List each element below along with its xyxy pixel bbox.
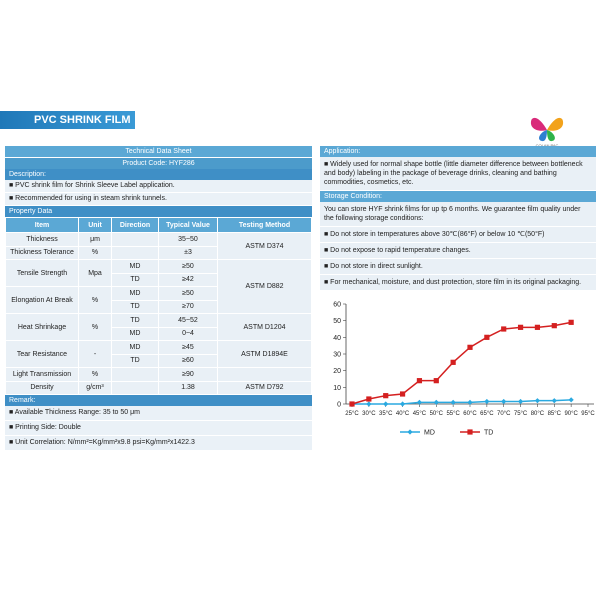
data-point-td — [366, 396, 371, 401]
table-row — [6, 368, 312, 382]
cell-direction — [112, 233, 159, 247]
cell-direction — [112, 381, 159, 395]
data-point-md — [366, 401, 371, 406]
x-tick-label: 55°C — [446, 411, 460, 417]
data-point-td — [467, 345, 472, 350]
cell-method — [218, 368, 312, 382]
x-tick-label: 60°C — [463, 411, 477, 417]
series-line-td — [352, 322, 571, 404]
data-point-td — [552, 323, 557, 328]
storage-line: ■ Do not expose to rapid temperature changes. — [320, 243, 596, 258]
data-point-td — [434, 378, 439, 383]
legend-label: TD — [484, 429, 494, 437]
x-tick-label: 35°C — [379, 411, 393, 417]
table-row — [6, 233, 312, 247]
cell-method: ASTM D1204 — [218, 314, 312, 341]
y-tick-label: 30 — [333, 351, 341, 359]
description-heading: Description: — [5, 169, 312, 180]
cell-value: ≥90 — [159, 368, 218, 382]
cell-value: 35~50 — [159, 233, 218, 247]
cell-value: ±3 — [159, 246, 218, 260]
cell-item: Heat Shrinkage — [6, 314, 79, 341]
data-point-td — [484, 335, 489, 340]
data-point-md — [501, 399, 506, 404]
cell-direction — [112, 368, 159, 382]
storage-line: ■ Do not store in temperatures above 30℃(86°F) or below 10 ℃(50°F) — [320, 227, 596, 242]
brand-logo — [528, 110, 566, 146]
cell-method: ASTM D1894E — [218, 341, 312, 368]
property-heading: Property Data — [5, 206, 312, 217]
remark-line: ■ Unit Correlation: N/mm²=Kg/mm²x9.8 psi=Kg/mm²x1422.3 — [5, 436, 312, 451]
cell-value: ≥50 — [159, 287, 218, 301]
remark-line: ■ Available Thickness Range: 35 to 50 μm — [5, 406, 312, 421]
data-point-md — [552, 398, 557, 403]
data-point-md — [569, 397, 574, 402]
x-tick-label: 50°C — [429, 411, 443, 417]
storage-line: ■ Do not store in direct sunlight. — [320, 259, 596, 274]
page-banner: PVC SHRINK FILM — [0, 111, 135, 129]
legend-marker — [467, 429, 472, 434]
x-tick-label: 90°C — [564, 411, 578, 417]
cell-item: Thickness Tolerance — [6, 246, 79, 260]
storage-line: ■ For mechanical, moisture, and dust protection, store film in its original packaging. — [320, 275, 596, 290]
data-sheet-right — [320, 146, 596, 291]
x-tick-label: 75°C — [513, 411, 528, 417]
data-point-td — [518, 325, 523, 330]
property-table — [5, 217, 312, 395]
x-tick-label: 70°C — [497, 411, 511, 417]
cell-unit: g/cm³ — [79, 381, 112, 395]
cell-unit: % — [79, 368, 112, 382]
cell-direction: MD — [112, 287, 159, 301]
cell-item: Tear Resistance — [6, 341, 79, 368]
cell-value: ≥70 — [159, 300, 218, 314]
table-row — [6, 314, 312, 328]
col-typical-value: Typical Value — [159, 218, 218, 233]
cell-unit: Mpa — [79, 260, 112, 287]
cell-direction: TD — [112, 314, 159, 328]
cell-unit: μm — [79, 233, 112, 247]
cell-value: 1.38 — [159, 381, 218, 395]
data-point-td — [501, 326, 506, 331]
sheet-title: Technical Data Sheet — [5, 146, 312, 157]
remark-line: ■ Printing Side: Double — [5, 421, 312, 436]
cell-unit: % — [79, 314, 112, 341]
x-tick-label: 85°C — [547, 411, 561, 417]
legend-label: MD — [424, 429, 435, 437]
cell-item: Density — [6, 381, 79, 395]
col-testing-method: Testing Method — [218, 218, 312, 233]
cell-direction — [112, 246, 159, 260]
cell-value: ≥42 — [159, 273, 218, 287]
data-point-md — [383, 401, 388, 406]
product-code: Product Code: HYF286 — [5, 157, 312, 169]
x-tick-label: 80°C — [530, 411, 545, 417]
data-point-td — [569, 320, 574, 325]
data-point-td — [451, 360, 456, 365]
cell-value: 45~52 — [159, 314, 218, 328]
table-row — [6, 381, 312, 395]
data-point-td — [400, 391, 405, 396]
data-point-td — [417, 378, 422, 383]
cell-value: ≥60 — [159, 354, 218, 368]
cell-item: Elongation At Break — [6, 287, 79, 314]
cell-value: ≥50 — [159, 260, 218, 274]
data-sheet-left — [5, 146, 312, 451]
cell-value: ≥45 — [159, 341, 218, 355]
data-point-td — [535, 325, 540, 330]
data-point-td — [383, 393, 388, 398]
y-tick-label: 40 — [333, 334, 341, 342]
x-tick-label: 25°C — [345, 411, 359, 417]
description-line: ■ Recommended for using in steam shrink tunnels. — [5, 193, 312, 206]
cell-direction: TD — [112, 300, 159, 314]
cell-method: ASTM D882 — [218, 260, 312, 314]
storage-heading: Storage Condition: — [320, 191, 596, 202]
application-text: ■ Widely used for normal shape bottle (little diameter difference between bottleneck and body) labeling in the package of beverage drinks, cleaning and bathing commodities, cosmetics, etc. — [320, 157, 596, 190]
data-point-td — [349, 401, 354, 406]
cell-direction: MD — [112, 327, 159, 341]
x-tick-label: 30°C — [362, 411, 376, 417]
data-point-md — [535, 398, 540, 403]
cell-item: Tensile Strength — [6, 260, 79, 287]
application-heading: Application: — [320, 146, 596, 157]
col-item: Item — [6, 218, 79, 233]
y-tick-label: 60 — [333, 301, 341, 309]
data-point-md — [400, 401, 405, 406]
remark-heading: Remark: — [5, 395, 312, 406]
legend-marker — [407, 429, 412, 434]
cell-value: 0~4 — [159, 327, 218, 341]
cell-unit: % — [79, 287, 112, 314]
y-tick-label: 50 — [333, 318, 341, 326]
cell-direction: TD — [112, 354, 159, 368]
col-direction: Direction — [112, 218, 159, 233]
x-tick-label: 45°C — [412, 411, 427, 417]
x-tick-label: 40°C — [395, 411, 410, 417]
table-row — [6, 260, 312, 274]
y-tick-label: 20 — [333, 368, 341, 376]
cell-unit: - — [79, 341, 112, 368]
table-row — [6, 341, 312, 355]
y-tick-label: 0 — [337, 401, 341, 409]
cell-direction: MD — [112, 260, 159, 274]
description-line: ■ PVC shrink film for Shrink Sleeve Label application. — [5, 180, 312, 193]
x-tick-label: 65°C — [480, 411, 494, 417]
data-point-md — [484, 399, 489, 404]
col-unit: Unit — [79, 218, 112, 233]
storage-intro: You can store HYF shrink films for up tp 6 months. We guarantee film quality under the following storage conditions: — [320, 202, 596, 226]
x-tick-label: 95°C — [581, 411, 595, 417]
cell-method: ASTM D792 — [218, 381, 312, 395]
cell-direction: TD — [112, 273, 159, 287]
cell-item: Thickness — [6, 233, 79, 247]
heat-shrinkage-chart — [318, 296, 600, 441]
cell-method: ASTM D374 — [218, 233, 312, 260]
cell-item: Light Transmission — [6, 368, 79, 382]
data-point-md — [518, 399, 523, 404]
y-tick-label: 10 — [333, 384, 341, 392]
cell-direction: MD — [112, 341, 159, 355]
cell-unit: % — [79, 246, 112, 260]
